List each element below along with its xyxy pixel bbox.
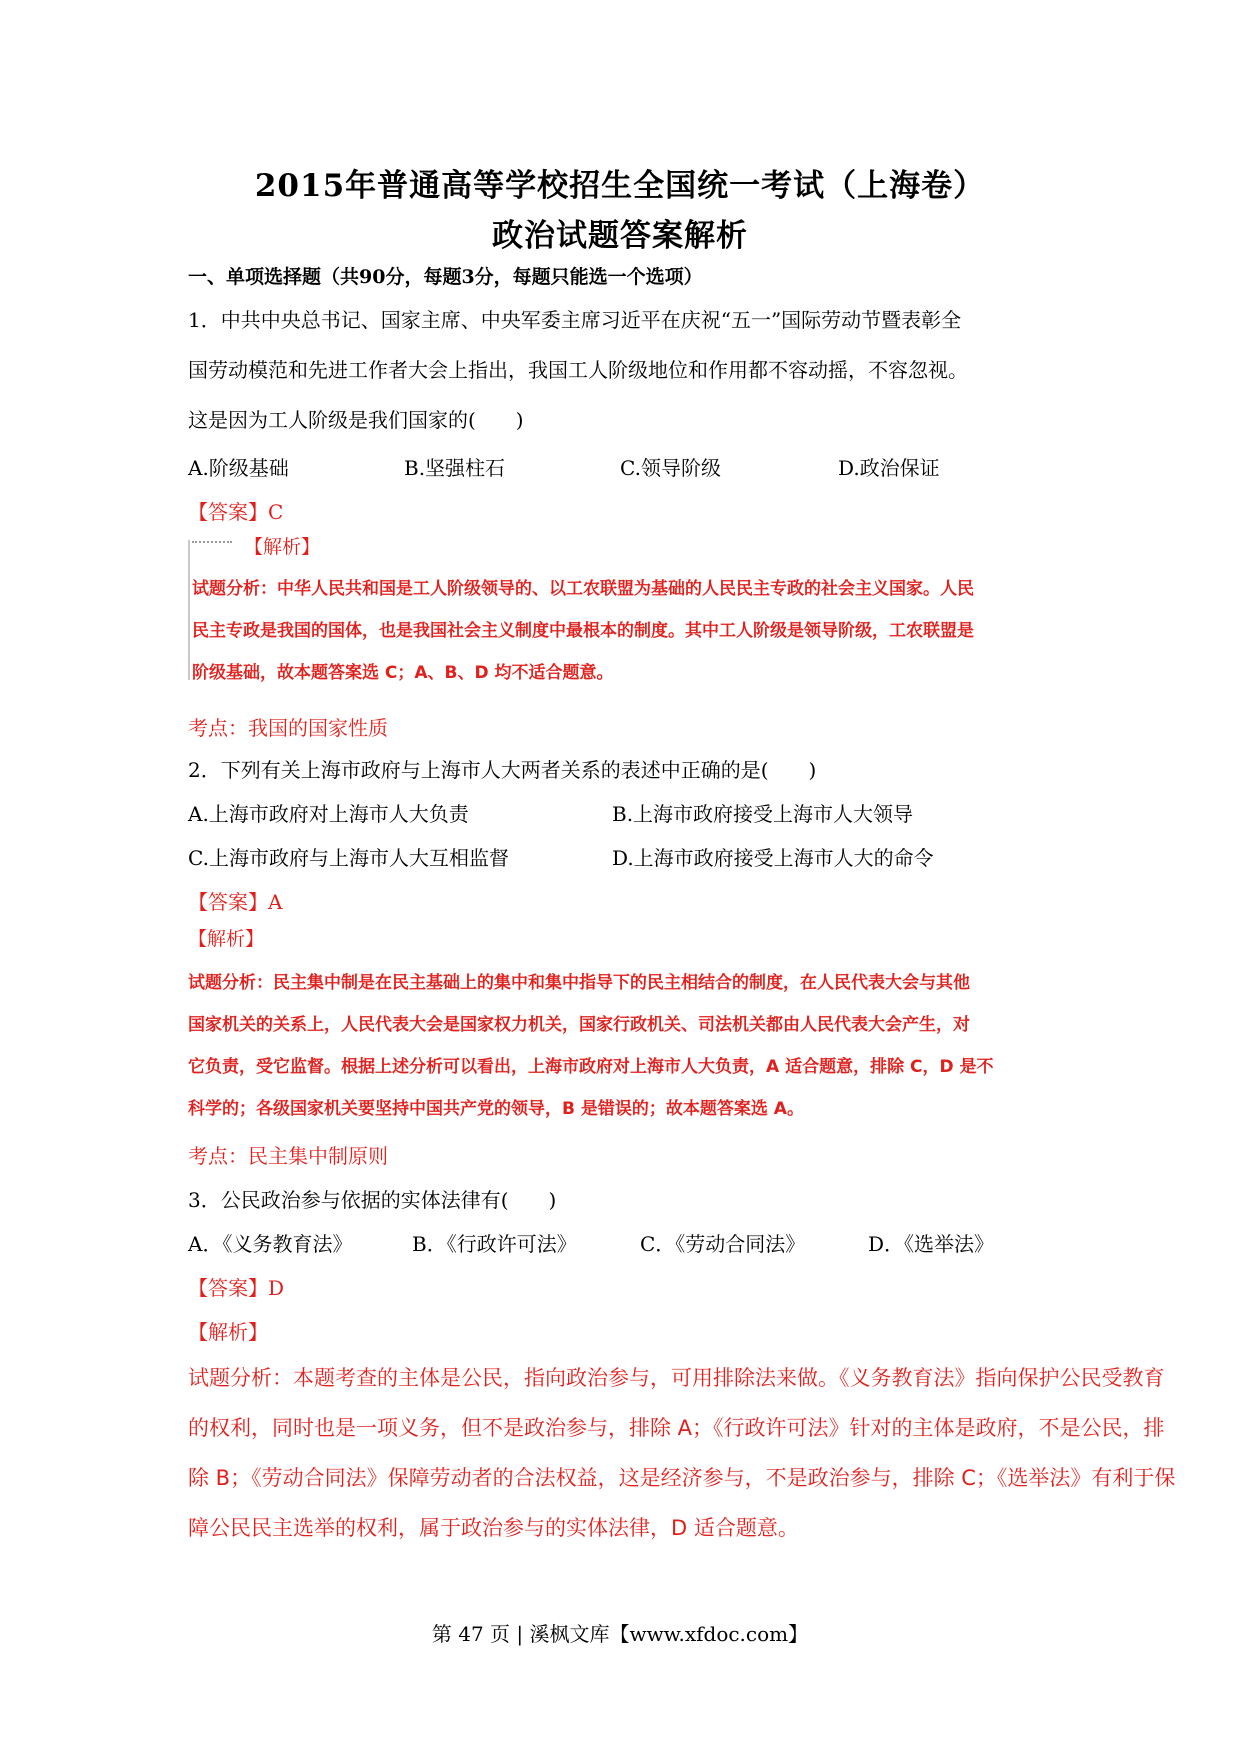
q3-analysis-line-1: 试题分析：本题考查的主体是公民，指向政治参与，可用排除法来做。《义务教育法》指向保护公民受教育 — [188, 1366, 1165, 1390]
q1-analysis-line-1: 试题分析：中华人民共和国是工人阶级领导的、以工农联盟为基础的人民民主专政的社会主义国家。人民 — [192, 579, 974, 599]
q1-analysis-label: 【解析】 — [244, 536, 321, 558]
q3-analysis-line-4: 障公民民主选举的权利，属于政治参与的实体法律，D 适合题意。 — [188, 1516, 799, 1540]
q2-stem: 2．下列有关上海市政府与上海市人大两者关系的表述中正确的是( ) — [188, 758, 817, 782]
section-heading: 一、单项选择题（共90分，每题3分，每题只能选一个选项） — [188, 266, 703, 288]
q3-option-c: C．《劳动合同法》 — [640, 1232, 806, 1256]
q1-stem-line-2: 国劳动模范和先进工作者大会上指出，我国工人阶级地位和作用都不容动摇，不容忽视。 — [188, 358, 968, 382]
q2-analysis-line-2: 国家机关的关系上，人民代表大会是国家权力机关，国家行政机关、司法机关都由人民代表大会产生，对 — [188, 1015, 970, 1035]
q1-option-a: A.阶级基础 — [188, 456, 289, 480]
q1-analysis-line-3: 阶级基础，故本题答案选 C；A、B、D 均不适合题意。 — [192, 663, 614, 683]
q2-analysis-label: 【解析】 — [188, 928, 265, 950]
q2-answer: 【答案】A — [188, 890, 283, 914]
q3-analysis-line-3: 除 B；《劳动合同法》保障劳动者的合法权益，这是经济参与，不是政治参与，排除 C；《选举法》有利于保 — [188, 1466, 1176, 1490]
q3-analysis-label: 【解析】 — [188, 1320, 268, 1344]
q3-option-b: B．《行政许可法》 — [412, 1232, 577, 1256]
q3-option-a: A．《义务教育法》 — [188, 1232, 353, 1256]
comment-margin-bar — [188, 540, 190, 680]
q1-stem-line-1: 1．中共中央总书记、国家主席、中央军委主席习近平在庆祝“五一”国际劳动节暨表彰全 — [188, 308, 962, 332]
q2-option-b: B.上海市政府接受上海市人大领导 — [612, 802, 914, 826]
q1-option-b: B.坚强柱石 — [404, 456, 506, 480]
q3-option-d: D．《选举法》 — [868, 1232, 995, 1256]
q3-analysis-line-2: 的权利，同时也是一项义务，但不是政治参与，排除 A；《行政许可法》针对的主体是政府，不是公民，排 — [188, 1416, 1165, 1440]
q1-option-c: C.领导阶级 — [620, 456, 721, 480]
q2-option-d: D.上海市政府接受上海市人大的命令 — [612, 846, 934, 870]
page-title: 2015年普通高等学校招生全国统一考试（上海卷） — [254, 168, 986, 204]
q1-answer: 【答案】C — [188, 500, 284, 524]
page-footer: 第 47 页 | 溪枫文库【www.xfdoc.com】 — [431, 1622, 809, 1646]
q2-option-c: C.上海市政府与上海市人大互相监督 — [188, 846, 509, 870]
q1-stem-line-3: 这是因为工人阶级是我们国家的( ) — [188, 408, 524, 432]
q3-answer: 【答案】D — [188, 1276, 285, 1300]
q2-analysis-line-4: 科学的；各级国家机关要坚持中国共产党的领导，B 是错误的；故本题答案选 A。 — [188, 1099, 804, 1119]
q2-analysis-line-1: 试题分析：民主集中制是在民主基础上的集中和集中指导下的民主相结合的制度，在人民代表大会与其他 — [188, 973, 970, 993]
q1-kaodian: 考点：我国的国家性质 — [188, 716, 388, 740]
q2-kaodian: 考点：民主集中制原则 — [188, 1144, 388, 1168]
comment-marker — [192, 541, 232, 545]
page-subtitle: 政治试题答案解析 — [492, 218, 748, 254]
q2-option-a: A.上海市政府对上海市人大负责 — [188, 802, 469, 826]
q1-option-d: D.政治保证 — [838, 456, 940, 480]
q2-analysis-line-3: 它负责，受它监督。根据上述分析可以看出，上海市政府对上海市人大负责，A 适合题意，排除 C，D 是不 — [188, 1057, 994, 1077]
q3-stem: 3．公民政治参与依据的实体法律有( ) — [188, 1188, 557, 1212]
q1-analysis-line-2: 民主专政是我国的国体，也是我国社会主义制度中最根本的制度。其中工人阶级是领导阶级，工农联盟是 — [192, 621, 974, 641]
